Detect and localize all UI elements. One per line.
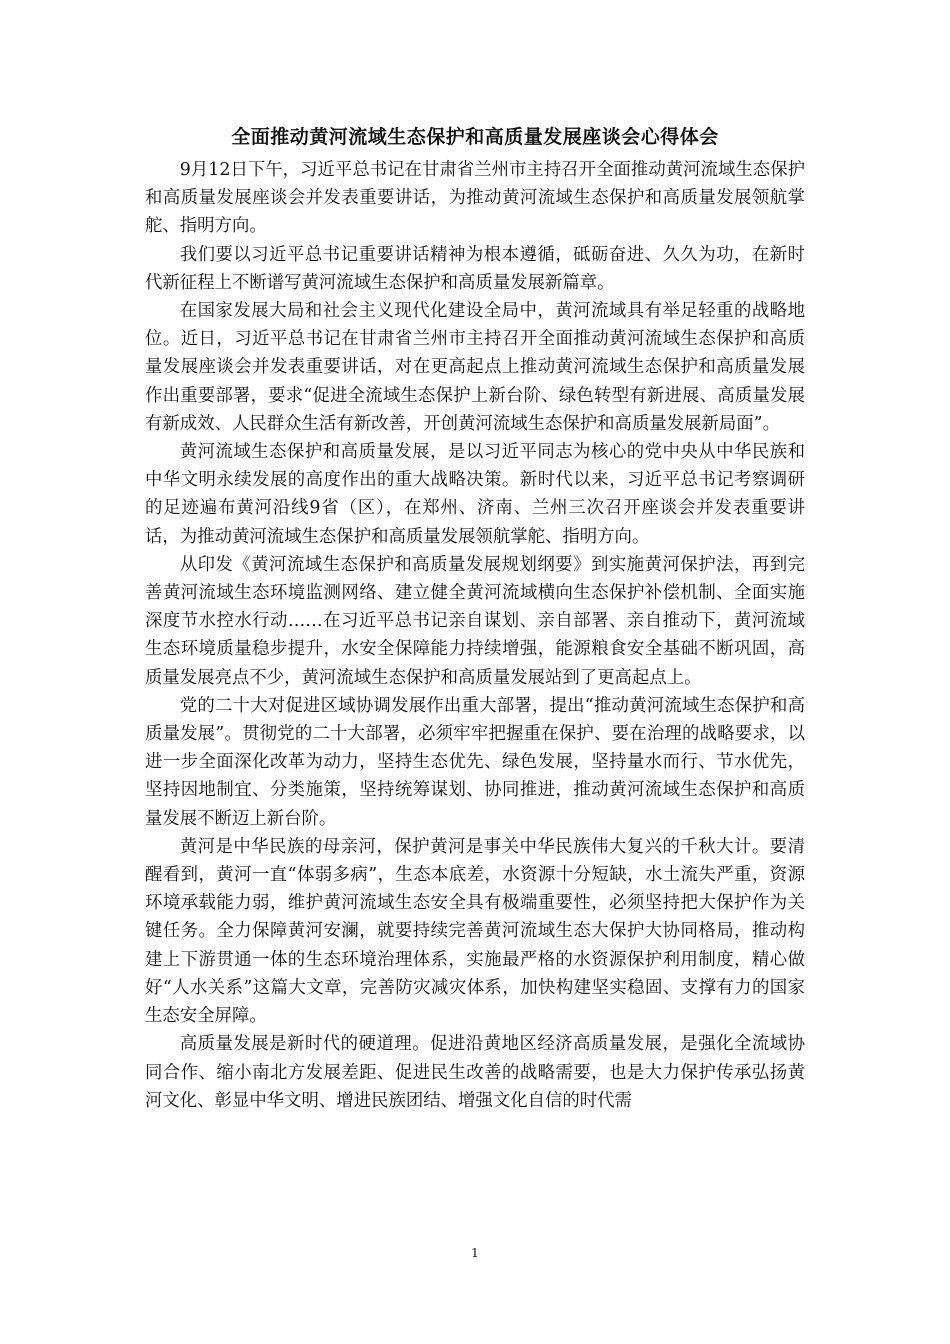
paragraph: 黄河流域生态保护和高质量发展，是以习近平同志为核心的党中央从中华民族和中华文明永续发展的高度作出的重大战略决策。新时代以来，习近平总书记考察调研的足迹遍布黄河沿线9省（区），在郑州、济南、兰州三次召开座谈会并发表重要讲话，为推动黄河流域生态保护和高质量发展领航掌舵、指明方向。 (145, 442, 805, 547)
paragraph: 从印发《黄河流域生态保护和高质量发展规划纲要》到实施黄河保护法，再到完善黄河流域生态环境监测网络、建立健全黄河流域横向生态保护补偿机制、全面实施深度节水控水行动……在习近平总书记亲自谋划、亲自部署、亲自推动下，黄河流域生态环境质量稳步提升，水安全保障能力持续增强，能源粮食安全基础不断巩固，高质量发展亮点不少，黄河流域生态保护和高质量发展站到了更高起点上。 (145, 554, 805, 688)
paragraph: 在国家发展大局和社会主义现代化建设全局中，黄河流域具有举足轻重的战略地位。近日，习近平总书记在甘肃省兰州市主持召开全面推动黄河流域生态保护和高质量发展座谈会并发表重要讲话，对在更高起点上推动黄河流域生态保护和高质量发展作出重要部署，要求“促进全流域生态保护上新台阶、绿色转型有新进展、高质量发展有新成效、人民群众生活有新改善，开创黄河流域生态保护和高质量发展新局面”。 (145, 301, 805, 434)
paragraph: 我们要以习近平总书记重要讲话精神为根本遵循，砥砺奋进、久久为功，在新时代新征程上不断谱写黄河流域生态保护和高质量发展新篇章。 (145, 244, 805, 293)
document-body (145, 156, 805, 1115)
paragraph: 9月12日下午，习近平总书记在甘肃省兰州市主持召开全面推动黄河流域生态保护和高质量发展座谈会并发表重要讲话，为推动黄河流域生态保护和高质量发展领航掌舵、指明方向。 (145, 160, 805, 237)
paragraph: 高质量发展是新时代的硬道理。促进沿黄地区经济高质量发展，是强化全流域协同合作、缩小南北方发展差距、促进民生改善的战略需要，也是大力保护传承弘扬黄河文化、彰显中华文明、增进民族团结、增强文化自信的时代需 (145, 1034, 805, 1111)
paragraph: 黄河是中华民族的母亲河，保护黄河是事关中华民族伟大复兴的千秋大计。要清醒看到，黄河一直“体弱多病”，生态本底差，水资源十分短缺，水土流失严重，资源环境承载能力弱，维护黄河流域生态安全具有极端重要性，必须坚持把大保护作为关键任务。全力保障黄河安澜，就要持续完善黄河流域生态大保护大协同格局，推动构建上下游贯通一体的生态环境治理体系，实施最严格的水资源保护利用制度，精心做好“人水关系”这篇大文章，完善防灾减灾体系，加快构建坚实稳固、支撑有力的国家生态安全屏障。 (145, 836, 805, 1027)
paragraph: 党的二十大对促进区域协调发展作出重大部署，提出“推动黄河流域生态保护和高质量发展”。贯彻党的二十大部署，必须牢牢把握重在保护、要在治理的战略要求，以进一步全面深化改革为动力，坚持生态优先、绿色发展，坚持量水而行、节水优先，坚持因地制宜、分类施策，坚持统筹谋划、协同推进，推动黄河流域生态保护和高质量发展不断迈上新台阶。 (145, 695, 805, 829)
page-number: 1 (471, 1246, 479, 1260)
document-title: 全面推动黄河流域生态保护和高质量发展座谈会心得体会 (231, 126, 719, 148)
